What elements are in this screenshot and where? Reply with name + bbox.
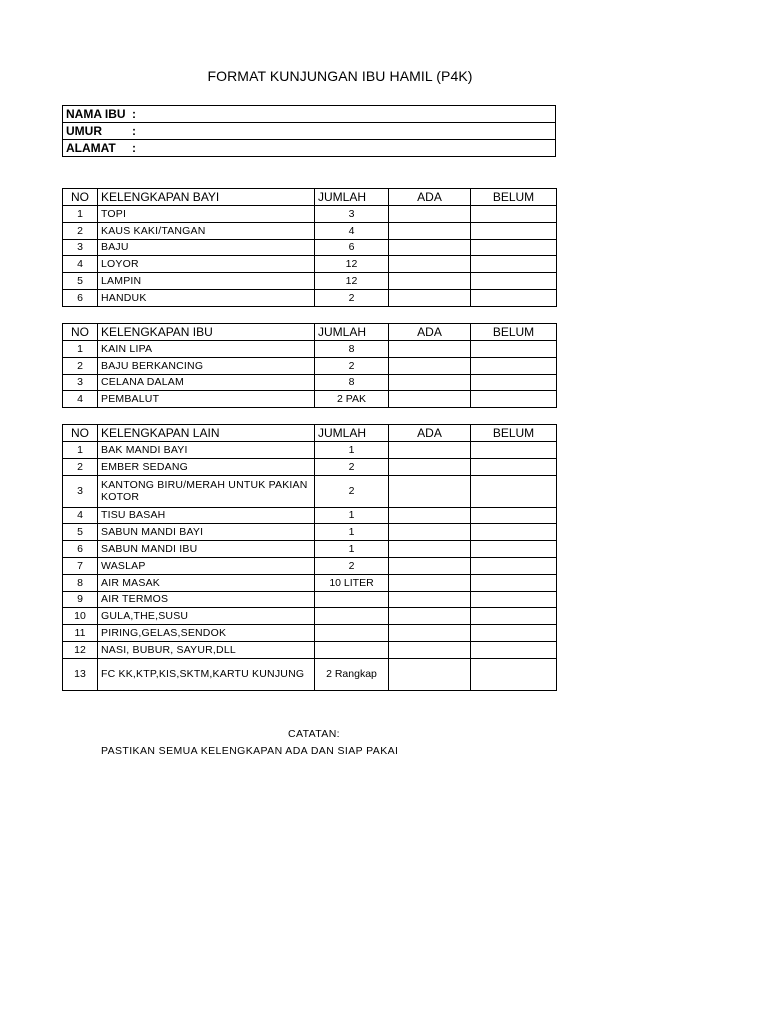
cell-no: 9: [63, 591, 98, 608]
cell-belum-checkbox[interactable]: [471, 524, 557, 541]
cell-no: 6: [63, 289, 98, 306]
header-no: NO: [63, 425, 98, 442]
cell-no: 2: [63, 222, 98, 239]
cell-item: TOPI: [98, 206, 315, 223]
cell-belum-checkbox[interactable]: [471, 557, 557, 574]
cell-jumlah: 12: [315, 256, 389, 273]
cell-no: 5: [63, 273, 98, 290]
identity-label-alamat: ALAMAT: [66, 141, 116, 155]
cell-belum-checkbox[interactable]: [471, 341, 557, 358]
cell-item: LAMPIN: [98, 273, 315, 290]
header-no: NO: [63, 189, 98, 206]
table-row: [63, 391, 557, 408]
cell-no: 4: [63, 507, 98, 524]
cell-ada-checkbox[interactable]: [389, 374, 471, 391]
cell-item: SABUN MANDI BAYI: [98, 524, 315, 541]
cell-jumlah: 2 PAK: [315, 391, 389, 408]
cell-no: 7: [63, 557, 98, 574]
header-jumlah: JUMLAH: [315, 425, 389, 442]
cell-belum-checkbox[interactable]: [471, 625, 557, 642]
cell-jumlah: 1: [315, 442, 389, 459]
cell-jumlah: 8: [315, 341, 389, 358]
header-belum: BELUM: [471, 324, 557, 341]
cell-belum-checkbox[interactable]: [471, 357, 557, 374]
table-header-row: [63, 324, 557, 341]
cell-belum-checkbox[interactable]: [471, 289, 557, 306]
cell-jumlah: 12: [315, 273, 389, 290]
table-kelengkapan-bayi: [62, 188, 557, 307]
cell-jumlah: [315, 641, 389, 658]
table-row: [63, 458, 557, 475]
cell-jumlah: [315, 591, 389, 608]
cell-item: AIR TERMOS: [98, 591, 315, 608]
identity-cell-alamat[interactable]: [63, 140, 556, 157]
cell-belum-checkbox[interactable]: [471, 374, 557, 391]
cell-ada-checkbox[interactable]: [389, 524, 471, 541]
cell-no: 2: [63, 458, 98, 475]
cell-ada-checkbox[interactable]: [389, 341, 471, 358]
cell-belum-checkbox[interactable]: [471, 273, 557, 290]
table-row: [63, 357, 557, 374]
table-kelengkapan-ibu: [62, 323, 557, 408]
cell-jumlah: 2: [315, 357, 389, 374]
table-row: [63, 289, 557, 306]
identity-label-nama: NAMA IBU: [66, 107, 126, 121]
cell-ada-checkbox[interactable]: [389, 442, 471, 459]
table-header-row: [63, 189, 557, 206]
cell-jumlah: 1: [315, 507, 389, 524]
cell-ada-checkbox[interactable]: [389, 625, 471, 642]
cell-item: SABUN MANDI IBU: [98, 541, 315, 558]
table-row: [63, 524, 557, 541]
cell-item: KAUS KAKI/TANGAN: [98, 222, 315, 239]
cell-jumlah: 1: [315, 541, 389, 558]
cell-item: EMBER SEDANG: [98, 458, 315, 475]
cell-belum-checkbox[interactable]: [471, 391, 557, 408]
cell-jumlah: 2 Rangkap: [315, 658, 389, 690]
cell-ada-checkbox[interactable]: [389, 273, 471, 290]
table-row: [63, 574, 557, 591]
cell-belum-checkbox[interactable]: [471, 256, 557, 273]
header-ada: ADA: [389, 425, 471, 442]
cell-jumlah: [315, 625, 389, 642]
cell-item: TISU BASAH: [98, 507, 315, 524]
cell-item: WASLAP: [98, 557, 315, 574]
page-title: FORMAT KUNJUNGAN IBU HAMIL (P4K): [207, 68, 473, 84]
identity-label-umur: UMUR: [66, 124, 102, 138]
cell-item: PEMBALUT: [98, 391, 315, 408]
cell-jumlah: 8: [315, 374, 389, 391]
cell-item: LOYOR: [98, 256, 315, 273]
table-row: [63, 206, 557, 223]
cell-jumlah: 1: [315, 524, 389, 541]
cell-ada-checkbox[interactable]: [389, 574, 471, 591]
cell-belum-checkbox[interactable]: [471, 574, 557, 591]
table-row: [63, 625, 557, 642]
cell-belum-checkbox[interactable]: [471, 608, 557, 625]
identity-sep-alamat: :: [132, 141, 136, 155]
table-header-row: [63, 425, 557, 442]
header-ada: ADA: [389, 189, 471, 206]
cell-ada-checkbox[interactable]: [389, 658, 471, 690]
cell-ada-checkbox[interactable]: [389, 256, 471, 273]
identity-sep-umur: :: [132, 124, 136, 138]
cell-jumlah: 3: [315, 206, 389, 223]
cell-item: HANDUK: [98, 289, 315, 306]
table-row: [63, 273, 557, 290]
header-belum: BELUM: [471, 425, 557, 442]
header-belum: BELUM: [471, 189, 557, 206]
cell-ada-checkbox[interactable]: [389, 391, 471, 408]
header-kelengkapan: KELENGKAPAN LAIN: [98, 425, 315, 442]
cell-no: 12: [63, 641, 98, 658]
cell-belum-checkbox[interactable]: [471, 541, 557, 558]
cell-belum-checkbox[interactable]: [471, 206, 557, 223]
cell-no: 2: [63, 357, 98, 374]
cell-item: KANTONG BIRU/MERAH UNTUK PAKIAN KOTOR: [98, 475, 315, 507]
identity-cell-umur[interactable]: [63, 123, 556, 140]
cell-no: 1: [63, 442, 98, 459]
cell-ada-checkbox[interactable]: [389, 222, 471, 239]
cell-item: BAJU: [98, 239, 315, 256]
table-row: [63, 222, 557, 239]
cell-belum-checkbox[interactable]: [471, 641, 557, 658]
cell-no: 3: [63, 374, 98, 391]
cell-no: 11: [63, 625, 98, 642]
table-row: [63, 557, 557, 574]
cell-item: GULA,THE,SUSU: [98, 608, 315, 625]
table-row: [63, 475, 557, 507]
table-row: [63, 256, 557, 273]
identity-sep-nama: :: [132, 107, 136, 121]
table-row: [63, 608, 557, 625]
cell-no: 1: [63, 341, 98, 358]
cell-item: AIR MASAK: [98, 574, 315, 591]
header-jumlah: JUMLAH: [315, 189, 389, 206]
header-ada: ADA: [389, 324, 471, 341]
cell-belum-checkbox[interactable]: [471, 507, 557, 524]
cell-jumlah: 2: [315, 289, 389, 306]
notes-title: CATATAN:: [287, 728, 340, 740]
table-row: [63, 442, 557, 459]
cell-belum-checkbox[interactable]: [471, 458, 557, 475]
cell-jumlah: 4: [315, 222, 389, 239]
cell-ada-checkbox[interactable]: [389, 475, 471, 507]
cell-item: FC KK,KTP,KIS,SKTM,KARTU KUNJUNG: [98, 658, 315, 690]
header-no: NO: [63, 324, 98, 341]
cell-item: NASI, BUBUR, SAYUR,DLL: [98, 641, 315, 658]
cell-no: 4: [63, 256, 98, 273]
cell-ada-checkbox[interactable]: [389, 591, 471, 608]
cell-ada-checkbox[interactable]: [389, 641, 471, 658]
table-row: [63, 341, 557, 358]
cell-ada-checkbox[interactable]: [389, 357, 471, 374]
header-kelengkapan: KELENGKAPAN BAYI: [98, 189, 315, 206]
identity-cell-nama[interactable]: [63, 106, 556, 123]
table-row: [63, 239, 557, 256]
cell-belum-checkbox[interactable]: [471, 591, 557, 608]
cell-no: 10: [63, 608, 98, 625]
cell-ada-checkbox[interactable]: [389, 608, 471, 625]
cell-belum-checkbox[interactable]: [471, 475, 557, 507]
cell-item: BAJU BERKANCING: [98, 357, 315, 374]
cell-jumlah: 2: [315, 458, 389, 475]
table-row: [63, 591, 557, 608]
cell-item: KAIN LIPA: [98, 341, 315, 358]
cell-belum-checkbox[interactable]: [471, 442, 557, 459]
cell-no: 3: [63, 239, 98, 256]
cell-no: 6: [63, 541, 98, 558]
identity-row-alamat: [63, 140, 556, 157]
cell-ada-checkbox[interactable]: [389, 458, 471, 475]
cell-belum-checkbox[interactable]: [471, 658, 557, 690]
cell-no: 3: [63, 475, 98, 507]
cell-jumlah: 2: [315, 475, 389, 507]
cell-ada-checkbox[interactable]: [389, 557, 471, 574]
cell-no: 13: [63, 658, 98, 690]
notes-text: PASTIKAN SEMUA KELENGKAPAN ADA DAN SIAP PAKAI: [101, 745, 399, 757]
table-row: [63, 541, 557, 558]
cell-no: 5: [63, 524, 98, 541]
table-row: [63, 641, 557, 658]
cell-jumlah: [315, 608, 389, 625]
cell-ada-checkbox[interactable]: [389, 239, 471, 256]
cell-belum-checkbox[interactable]: [471, 239, 557, 256]
cell-jumlah: 2: [315, 557, 389, 574]
cell-jumlah: 10 LITER: [315, 574, 389, 591]
cell-belum-checkbox[interactable]: [471, 222, 557, 239]
identity-row-nama: [63, 106, 556, 123]
cell-item: BAK MANDI BAYI: [98, 442, 315, 459]
cell-jumlah: 6: [315, 239, 389, 256]
table-kelengkapan-lain: [62, 424, 557, 691]
cell-item: CELANA DALAM: [98, 374, 315, 391]
cell-no: 4: [63, 391, 98, 408]
header-jumlah: JUMLAH: [315, 324, 389, 341]
identity-row-umur: [63, 123, 556, 140]
cell-no: 1: [63, 206, 98, 223]
cell-ada-checkbox[interactable]: [389, 541, 471, 558]
cell-ada-checkbox[interactable]: [389, 507, 471, 524]
cell-no: 8: [63, 574, 98, 591]
cell-item: PIRING,GELAS,SENDOK: [98, 625, 315, 642]
table-row: [63, 507, 557, 524]
cell-ada-checkbox[interactable]: [389, 206, 471, 223]
header-kelengkapan: KELENGKAPAN IBU: [98, 324, 315, 341]
identity-table: [62, 105, 556, 157]
cell-ada-checkbox[interactable]: [389, 289, 471, 306]
table-row: [63, 374, 557, 391]
table-row: [63, 658, 557, 690]
